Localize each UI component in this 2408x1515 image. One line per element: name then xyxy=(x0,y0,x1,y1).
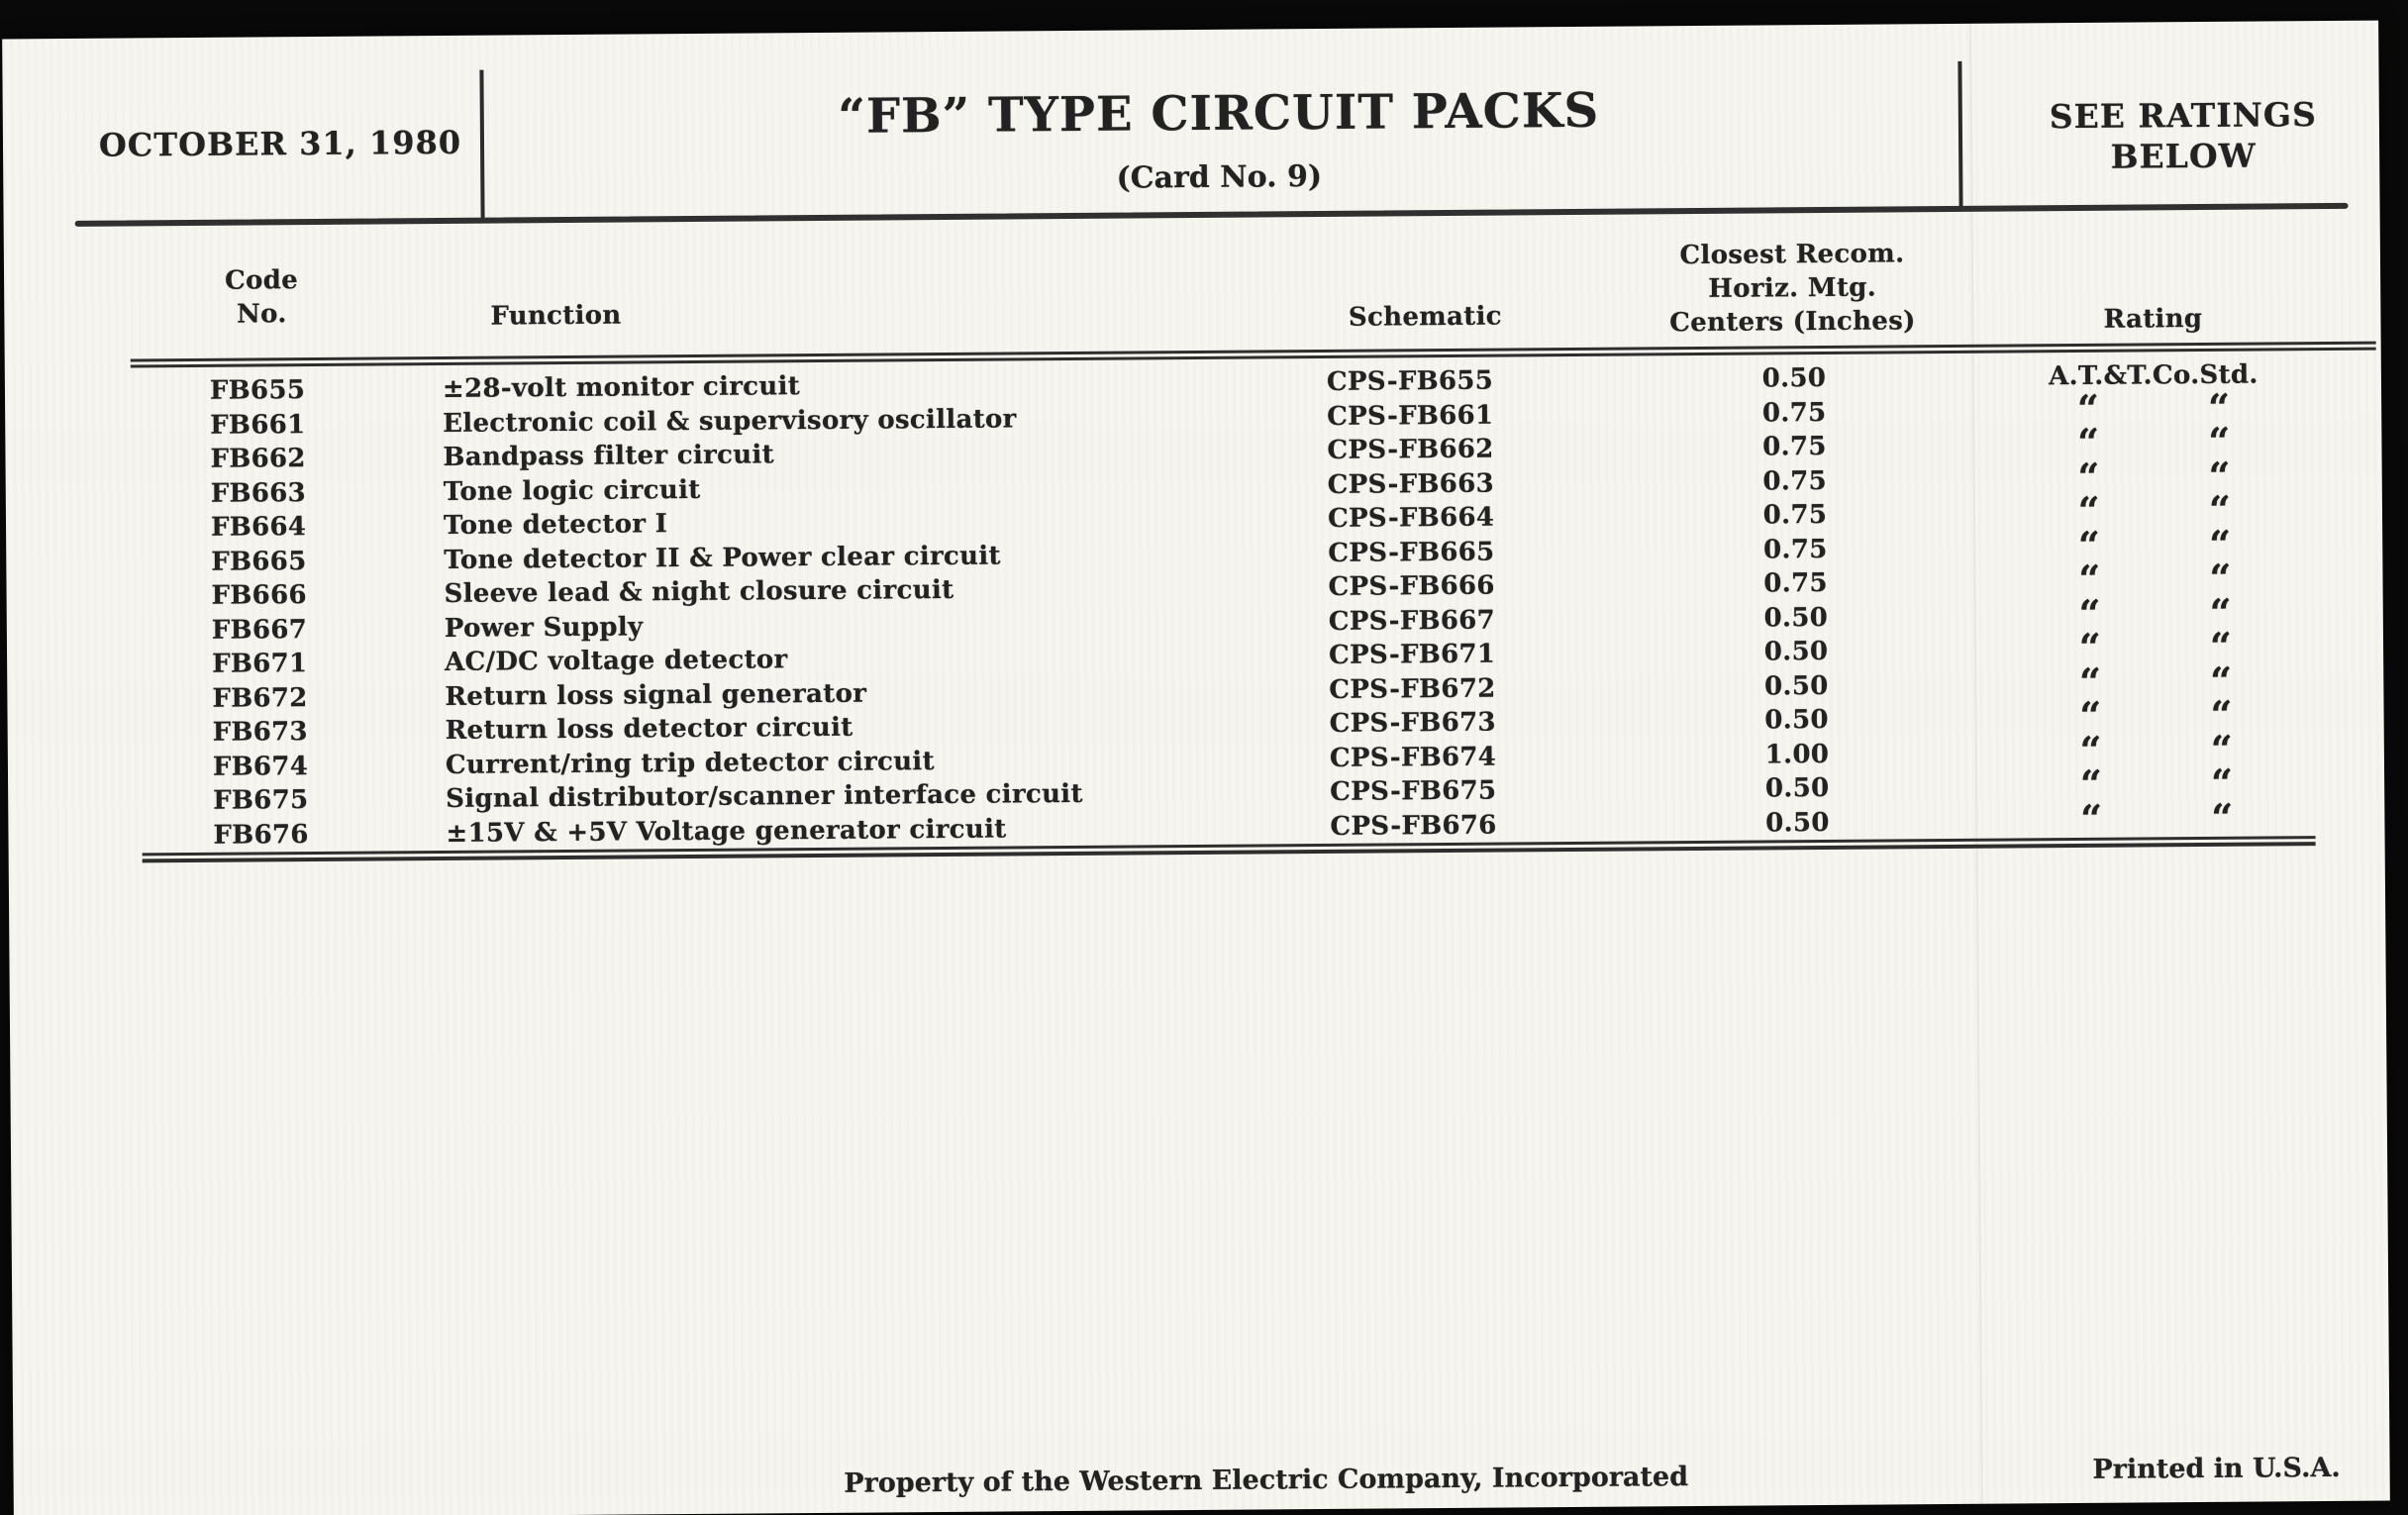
card-paper xyxy=(2,21,2390,1515)
col-header-centers xyxy=(1618,237,1967,341)
header-divider-left xyxy=(479,70,484,219)
table-body xyxy=(5,357,2385,855)
row-code: FB672 xyxy=(212,682,308,714)
row-schematic: CPS-FB665 xyxy=(1328,537,1495,568)
col-header-code-line2: No. xyxy=(236,299,287,330)
row-centers: 0.75 xyxy=(1762,534,1828,564)
row-schematic: CPS-FB671 xyxy=(1328,639,1496,670)
row-rating: “ “ xyxy=(2077,453,2232,499)
row-rating: “ “ xyxy=(2078,623,2233,669)
row-schematic: CPS-FB655 xyxy=(1326,365,1494,397)
row-centers: 0.75 xyxy=(1762,499,1828,531)
row-schematic: CPS-FB666 xyxy=(1328,570,1495,602)
row-code: FB663 xyxy=(210,477,307,509)
row-centers: 0.75 xyxy=(1761,397,1827,428)
row-code: FB671 xyxy=(212,649,308,679)
col-header-code-line1: Code xyxy=(224,265,299,296)
row-function: Tone detector I xyxy=(443,509,668,541)
row-code: FB662 xyxy=(210,444,306,474)
row-code: FB673 xyxy=(212,717,309,748)
row-function: Electronic coil & supervisory oscillator xyxy=(443,403,1017,439)
footer-printed-in-usa: Printed in U.S.A. xyxy=(2092,1452,2341,1485)
row-code: FB665 xyxy=(211,546,307,577)
row-schematic: CPS-FB664 xyxy=(1327,502,1495,534)
row-rating: “ “ xyxy=(2078,657,2233,704)
row-rating: “ “ xyxy=(2078,555,2232,601)
row-schematic: CPS-FB667 xyxy=(1328,605,1496,637)
col-header-code xyxy=(133,262,391,332)
row-schematic: CPS-FB674 xyxy=(1329,742,1497,773)
ratings-note xyxy=(1975,94,2392,178)
col-header-centers-line1: Closest Recom. xyxy=(1679,239,1905,271)
row-code: FB661 xyxy=(210,409,306,441)
row-centers: 0.50 xyxy=(1764,772,1830,804)
row-function: Current/ring trip detector circuit xyxy=(445,746,935,780)
ratings-note-line2: BELOW xyxy=(2110,136,2257,176)
row-rating: “ “ xyxy=(2079,759,2234,806)
row-centers: 0.75 xyxy=(1763,567,1828,599)
ratings-note-line1: SEE RATINGS xyxy=(2049,95,2318,137)
row-centers: 0.75 xyxy=(1762,465,1828,496)
row-function: Tone logic circuit xyxy=(443,474,701,507)
row-function: AC/DC voltage detector xyxy=(445,645,788,677)
row-function: Bandpass filter circuit xyxy=(443,440,775,472)
row-rating: “ “ xyxy=(2077,418,2231,464)
row-rating: “ “ xyxy=(2080,794,2234,841)
row-schematic: CPS-FB673 xyxy=(1329,707,1496,739)
col-header-centers-line2: Horiz. Mtg. xyxy=(1708,272,1877,304)
row-centers: 0.50 xyxy=(1761,362,1827,394)
row-rating: “ “ xyxy=(2076,384,2231,431)
row-centers: 1.00 xyxy=(1764,739,1830,769)
row-code: FB666 xyxy=(211,580,307,611)
header-divider-right xyxy=(1957,61,1962,210)
card-number: (Card No. 9) xyxy=(1116,158,1323,196)
row-function: Sleeve lead & night closure circuit xyxy=(444,574,954,609)
row-code: FB655 xyxy=(209,375,306,406)
row-code: FB675 xyxy=(213,785,309,816)
row-function: ±15V & +5V Voltage generator circuit xyxy=(446,814,1007,849)
row-schematic: CPS-FB675 xyxy=(1330,775,1497,807)
row-rating: “ “ xyxy=(2079,726,2234,772)
row-rating: “ “ xyxy=(2077,486,2232,533)
header-rule xyxy=(75,203,2349,227)
col-header-rating: Rating xyxy=(2103,304,2203,335)
row-code: FB674 xyxy=(212,751,309,782)
row-rating: “ “ xyxy=(2079,691,2233,738)
row-function: Return loss signal generator xyxy=(445,678,867,712)
row-code: FB676 xyxy=(213,819,309,851)
issue-date: OCTOBER 31, 1980 xyxy=(98,123,462,164)
row-code: FB667 xyxy=(211,614,308,646)
row-code: FB664 xyxy=(210,512,307,543)
row-centers: 0.50 xyxy=(1763,636,1829,667)
row-schematic: CPS-FB662 xyxy=(1327,434,1494,465)
row-centers: 0.50 xyxy=(1763,602,1829,633)
col-header-function: Function xyxy=(490,300,622,332)
row-centers: 0.50 xyxy=(1764,704,1830,736)
row-schematic: CPS-FB672 xyxy=(1329,673,1496,705)
row-rating: A.T.&T.Co.Std. xyxy=(2048,359,2258,392)
row-function: Power Supply xyxy=(444,611,644,644)
row-function: ±28-volt monitor circuit xyxy=(442,371,801,404)
row-function: Signal distributor/scanner interface circuit xyxy=(446,778,1083,814)
row-function: Return loss detector circuit xyxy=(445,712,853,746)
row-centers: 0.50 xyxy=(1765,807,1830,838)
page-title: “FB” TYPE CIRCUIT PACKS xyxy=(838,82,1600,145)
row-schematic: CPS-FB661 xyxy=(1327,400,1494,432)
row-schematic: CPS-FB663 xyxy=(1327,468,1495,500)
col-header-schematic: Schematic xyxy=(1348,301,1502,333)
row-rating: “ “ xyxy=(2078,589,2233,636)
row-centers: 0.50 xyxy=(1763,670,1829,701)
col-header-centers-line3: Centers (Inches) xyxy=(1669,306,1916,339)
row-rating: “ “ xyxy=(2077,521,2232,567)
footer-property-notice: Property of the Western Electric Company, Incorporated xyxy=(844,1462,1689,1499)
row-schematic: CPS-FB676 xyxy=(1330,810,1497,842)
row-centers: 0.75 xyxy=(1762,431,1827,462)
row-function: Tone detector II & Power clear circuit xyxy=(444,541,1001,575)
